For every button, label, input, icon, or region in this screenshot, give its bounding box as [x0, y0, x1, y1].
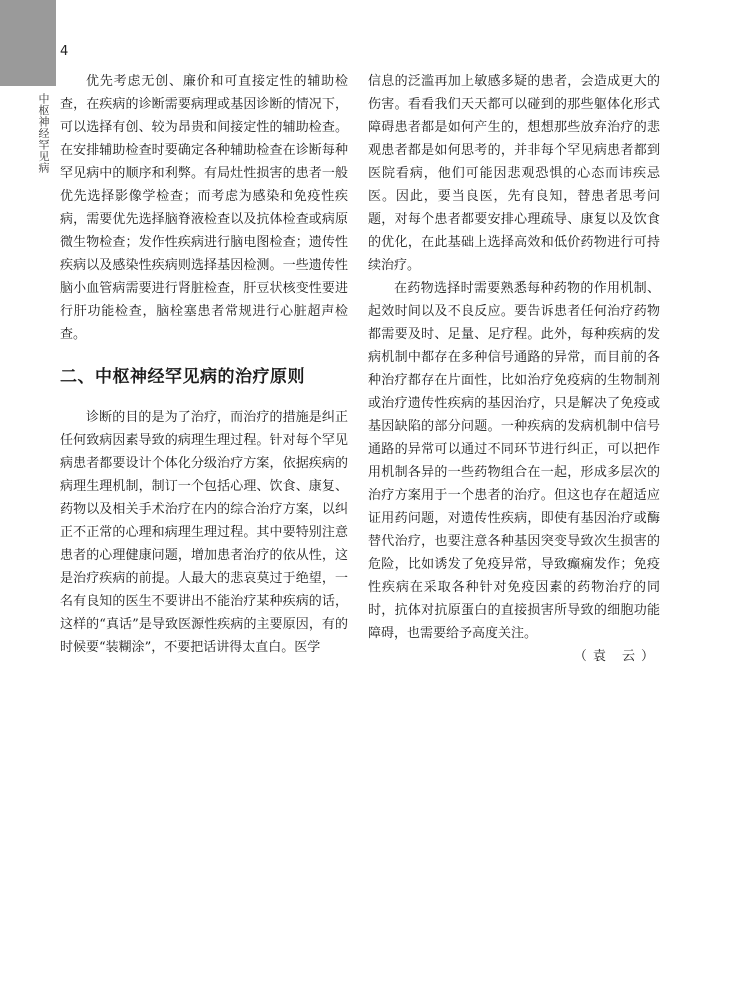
paragraph: 诊断的目的是为了治疗，而治疗的措施是纠正任何致病因素导致的病理生理过程。针对每个罕见病患者都要设计个体化分级治疗方案，依据疾病的病理生理机制，制订一个包括心理、饮食、康复、药物以及相关手术治疗在内的综合治疗方案，以纠正不正常的心理和病理生理过程。其中要特别注意患者的心理健康问题，增加患者治疗的依从性，这是治疗疾病的前提。人最大的悲哀莫过于绝望，一名有良知的医生不要讲出不能治疗某种疾病的话，这样的“真话”是导致医源性疾病的主要原因，有的时候要“装糊涂”，不要把话讲得太直白。医学 [60, 410, 348, 655]
right-column [368, 70, 660, 668]
paragraph: 信息的泛滥再加上敏感多疑的患者，会造成更大的伤害。看看我们天天都可以碰到的那些躯体化形式障碍患者都是如何产生的，想想那些放弃治疗的悲观患者都是如何思考的，并非每个罕见病患者都到医院看病，他们可能因悲观恐惧的心态而讳疾忌医。因此，要当良医，先有良知，替患者思考问题，对每个患者都要安排心理疏导、康复以及饮食的优化，在此基础上选择高效和低价药物进行可持续治疗。 [368, 74, 660, 273]
paragraph: 在药物选择时需要熟悉每种药物的作用机制、起效时间以及不良反应。要告诉患者任何治疗药物都需要及时、足量、足疗程。此外，每种疾病的发病机制中都存在多种信号通路的异常，而目前的各种治疗都存在片面性，比如治疗免疫病的生物制剂或治疗遗传性疾病的基因治疗，只是解决了免疫或基因缺陷的部分问题。一种疾病的发病机制中信号通路的异常可以通过不同环节进行纠正，可以把作用机制各异的一些药物组合在一起，形成多层次的治疗方案用于一个患者的治疗。但这也存在超适应证用药问题，对遗传性疾病，即使有基因治疗或酶替代治疗，也要注意各种基因突变导致次生损害的危险，比如诱发了免疫异常，导致癫痫发作；免疫性疾病在采取各种针对免疫因素的药物治疗的同时，抗体对抗原蛋白的直接损害所导致的细胞功能障碍，也需要给予高度关注。 [368, 281, 660, 641]
left-column [60, 70, 348, 659]
page-number: 4 [60, 44, 69, 59]
section-heading: 二、中枢神经罕见病的治疗原则 [60, 367, 305, 387]
author-signature: （袁 云） [573, 649, 660, 664]
paragraph: 优先考虑无创、廉价和可直接定性的辅助检查，在疾病的诊断需要病理或基因诊断的情况下，可以选择有创、较为昂贵和间接定性的辅助检查。在安排辅助检查时要确定各种辅助检查在诊断每种罕见病中的顺序和利弊。有局灶性损害的患者一般优先选择影像学检查；而考虑为感染和免疫性疾病，需要优先选择脑脊液检查以及抗体检查或病原微生物检查；发作性疾病进行脑电图检查；遗传性疾病以及感染性疾病则选择基因检测。一些遗传性脑小血管病需要进行肾脏检查，肝豆状核变性要进行肝功能检查，脑栓塞患者常规进行心脏超声检查。 [60, 74, 348, 342]
chapter-tab [0, 0, 56, 86]
running-title: 中枢神经罕见病 [37, 93, 50, 174]
